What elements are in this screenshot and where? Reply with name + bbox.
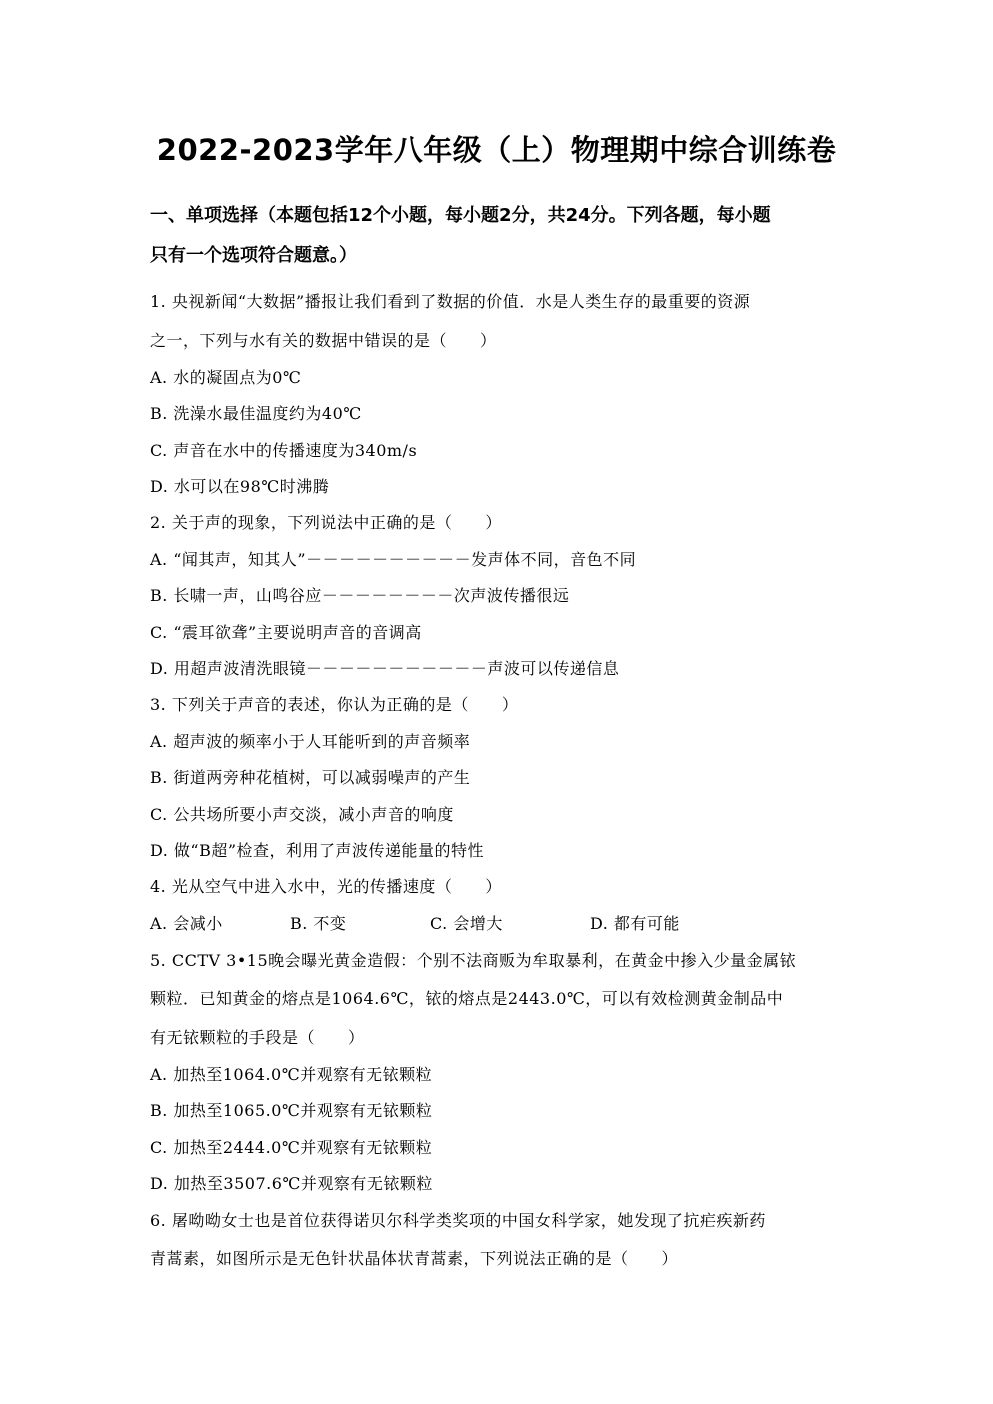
- question-2-option-a: A. “闻其声，知其人”－－－－－－－－－－发声体不同，音色不同: [150, 550, 637, 569]
- question-3-option-d: D. 做“B超”检查，利用了声波传递能量的特性: [150, 841, 485, 860]
- section-heading-line2: 只有一个选项符合题意。）: [150, 245, 357, 266]
- section-heading-line1: 一、单项选择（本题包括12个小题，每小题2分，共24分。下列各题，每小题: [150, 205, 771, 226]
- question-5-option-c: C. 加热至2444.0℃并观察有无铱颗粒: [150, 1138, 433, 1157]
- question-1-option-b: B. 洗澡水最佳温度约为40℃: [150, 404, 362, 423]
- question-5-option-d: D. 加热至3507.6℃并观察有无铱颗粒: [150, 1174, 433, 1193]
- question-3-stem: 3. 下列关于声音的表述，你认为正确的是（ ）: [150, 695, 519, 714]
- question-4-option-a: A. 会减小: [150, 914, 223, 933]
- question-4-option-c: C. 会增大: [430, 914, 503, 933]
- question-1-option-d: D. 水可以在98℃时沸腾: [150, 477, 330, 496]
- question-4-stem: 4. 光从空气中进入水中，光的传播速度（ ）: [150, 877, 502, 896]
- question-2-option-d: D. 用超声波清洗眼镜－－－－－－－－－－－声波可以传递信息: [150, 659, 620, 678]
- question-6-stem-line2: 青蒿素，如图所示是无色针状晶体状青蒿素，下列说法正确的是（ ）: [150, 1249, 679, 1268]
- question-3-option-a: A. 超声波的频率小于人耳能听到的声音频率: [150, 732, 471, 751]
- question-1-stem-line1: 1. 央视新闻“大数据”播报让我们看到了数据的价值．水是人类生存的最重要的资源: [150, 292, 751, 311]
- question-3-option-b: B. 街道两旁种花植树，可以减弱噪声的产生: [150, 768, 471, 787]
- question-4-option-b: B. 不变: [290, 914, 347, 933]
- question-2-stem: 2. 关于声的现象，下列说法中正确的是（ ）: [150, 513, 502, 532]
- page-title: 2022-2023学年八年级（上）物理期中综合训练卷: [156, 133, 837, 167]
- question-6-stem-line1: 6. 屠呦呦女士也是首位获得诺贝尔科学类奖项的中国女科学家，她发现了抗疟疾新药: [150, 1211, 766, 1230]
- question-3-option-c: C. 公共场所要小声交淡，减小声音的响度: [150, 805, 454, 824]
- question-2-option-b: B. 长啸一声，山鸣谷应－－－－－－－－次声波传播很远: [150, 586, 570, 605]
- question-4-option-d: D. 都有可能: [590, 914, 680, 933]
- question-2-option-c: C. “震耳欲聋”主要说明声音的音调高: [150, 623, 422, 642]
- question-1-option-a: A. 水的凝固点为0℃: [150, 368, 302, 387]
- question-5-stem-line2: 颗粒．已知黄金的熔点是1064.6℃，铱的熔点是2443.0℃，可以有效检测黄金制品中: [150, 989, 784, 1008]
- question-5-stem-line3: 有无铱颗粒的手段是（ ）: [150, 1028, 365, 1047]
- question-5-option-b: B. 加热至1065.0℃并观察有无铱颗粒: [150, 1101, 433, 1120]
- question-1-option-c: C. 声音在水中的传播速度为340m/s: [150, 441, 418, 460]
- question-5-stem-line1: 5. CCTV 3•15晚会曝光黄金造假：个别不法商贩为牟取暴利，在黄金中掺入少量金属铱: [150, 951, 797, 970]
- question-5-option-a: A. 加热至1064.0℃并观察有无铱颗粒: [150, 1065, 433, 1084]
- question-1-stem-line2: 之一，下列与水有关的数据中错误的是（ ）: [150, 331, 497, 350]
